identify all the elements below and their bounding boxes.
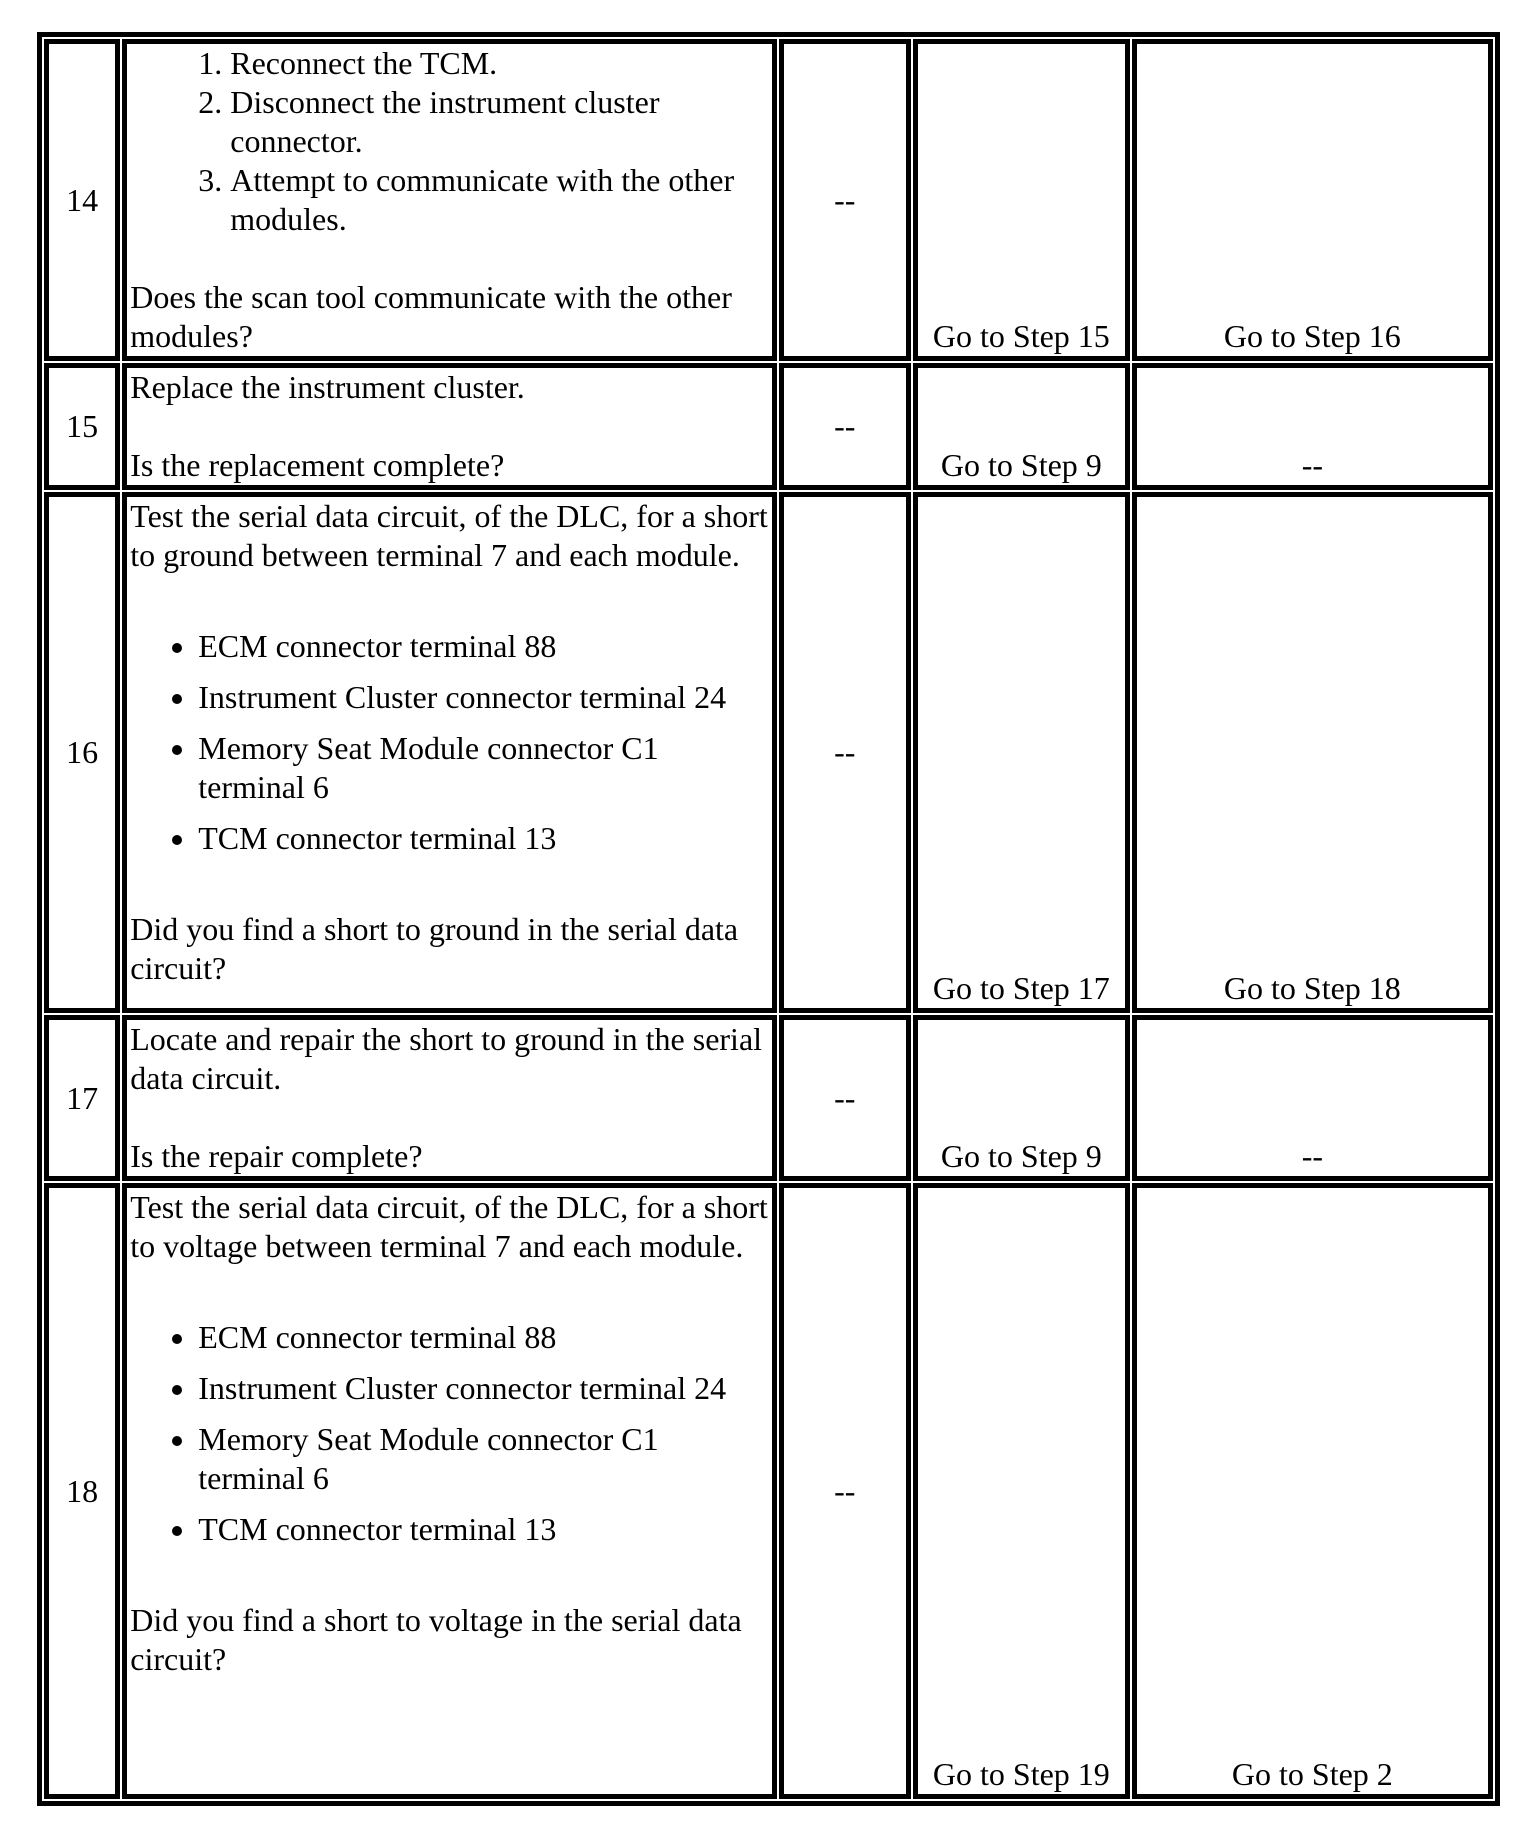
step-number: 16	[44, 492, 120, 1013]
no-result-cell: Go to Step 2	[1132, 1183, 1493, 1799]
yes-result-cell: Go to Step 9	[913, 363, 1130, 490]
no-result-cell: --	[1132, 363, 1493, 490]
step-question: Did you find a short to ground in the serial data circuit?	[130, 911, 739, 986]
terminal-list-item: • TCM connector terminal 13	[198, 819, 769, 858]
table-row-step-18	[44, 1183, 1493, 1799]
terminal-list-item: • ECM connector terminal 88	[198, 1318, 769, 1357]
step-question: Did you find a short to voltage in the serial data circuit?	[130, 1602, 742, 1677]
terminal-list-item: • Instrument Cluster connector terminal 24	[198, 1369, 769, 1408]
action-cell	[122, 492, 776, 1013]
terminal-list-item: • Memory Seat Module connector C1 terminal 6	[198, 1420, 769, 1498]
yes-result-cell: Go to Step 9	[913, 1015, 1130, 1181]
value-cell: --	[779, 1183, 911, 1799]
yes-result-cell: Go to Step 15	[913, 39, 1130, 361]
value-cell: --	[779, 39, 911, 361]
numbered-instructions	[130, 44, 769, 239]
table-row-step-17	[44, 1015, 1493, 1181]
step-instruction: Replace the instrument cluster.	[130, 369, 525, 405]
diagnostic-steps-table	[37, 32, 1500, 1806]
table-row-step-16	[44, 492, 1493, 1013]
action-cell	[122, 39, 776, 361]
table-row-step-15	[44, 363, 1493, 490]
no-result-cell: --	[1132, 1015, 1493, 1181]
terminal-list-item: • Memory Seat Module connector C1 terminal 6	[198, 729, 769, 807]
action-cell	[122, 1015, 776, 1181]
step-number: 17	[44, 1015, 120, 1181]
step-instruction: Test the serial data circuit, of the DLC, for a short to voltage between terminal 7 and each module.	[130, 1189, 768, 1264]
terminal-list-item: • ECM connector terminal 88	[198, 627, 769, 666]
no-result-cell: Go to Step 16	[1132, 39, 1493, 361]
value-cell: --	[779, 363, 911, 490]
step-question: Is the repair complete?	[130, 1138, 423, 1174]
terminal-list-item: • TCM connector terminal 13	[198, 1510, 769, 1549]
step-question: Does the scan tool communicate with the other modules?	[130, 279, 732, 354]
action-cell	[122, 1183, 776, 1799]
instruction-item: 1. Reconnect the TCM.	[230, 44, 769, 83]
value-cell: --	[779, 1015, 911, 1181]
terminal-list-item: • Instrument Cluster connector terminal 24	[198, 678, 769, 717]
step-number: 18	[44, 1183, 120, 1799]
yes-result-cell: Go to Step 17	[913, 492, 1130, 1013]
step-number: 14	[44, 39, 120, 361]
terminal-list	[130, 1318, 769, 1549]
step-instruction: Locate and repair the short to ground in the serial data circuit.	[130, 1021, 763, 1096]
value-cell: --	[779, 492, 911, 1013]
terminal-list	[130, 627, 769, 858]
step-question: Is the replacement complete?	[130, 447, 505, 483]
step-instruction: Test the serial data circuit, of the DLC, for a short to ground between terminal 7 and each module.	[130, 498, 768, 573]
table-row-step-14	[44, 39, 1493, 361]
no-result-cell: Go to Step 18	[1132, 492, 1493, 1013]
yes-result-cell: Go to Step 19	[913, 1183, 1130, 1799]
instruction-item: 2. Disconnect the instrument cluster connector.	[230, 83, 769, 161]
action-cell	[122, 363, 776, 490]
step-number: 15	[44, 363, 120, 490]
instruction-item: 3. Attempt to communicate with the other modules.	[230, 161, 769, 239]
